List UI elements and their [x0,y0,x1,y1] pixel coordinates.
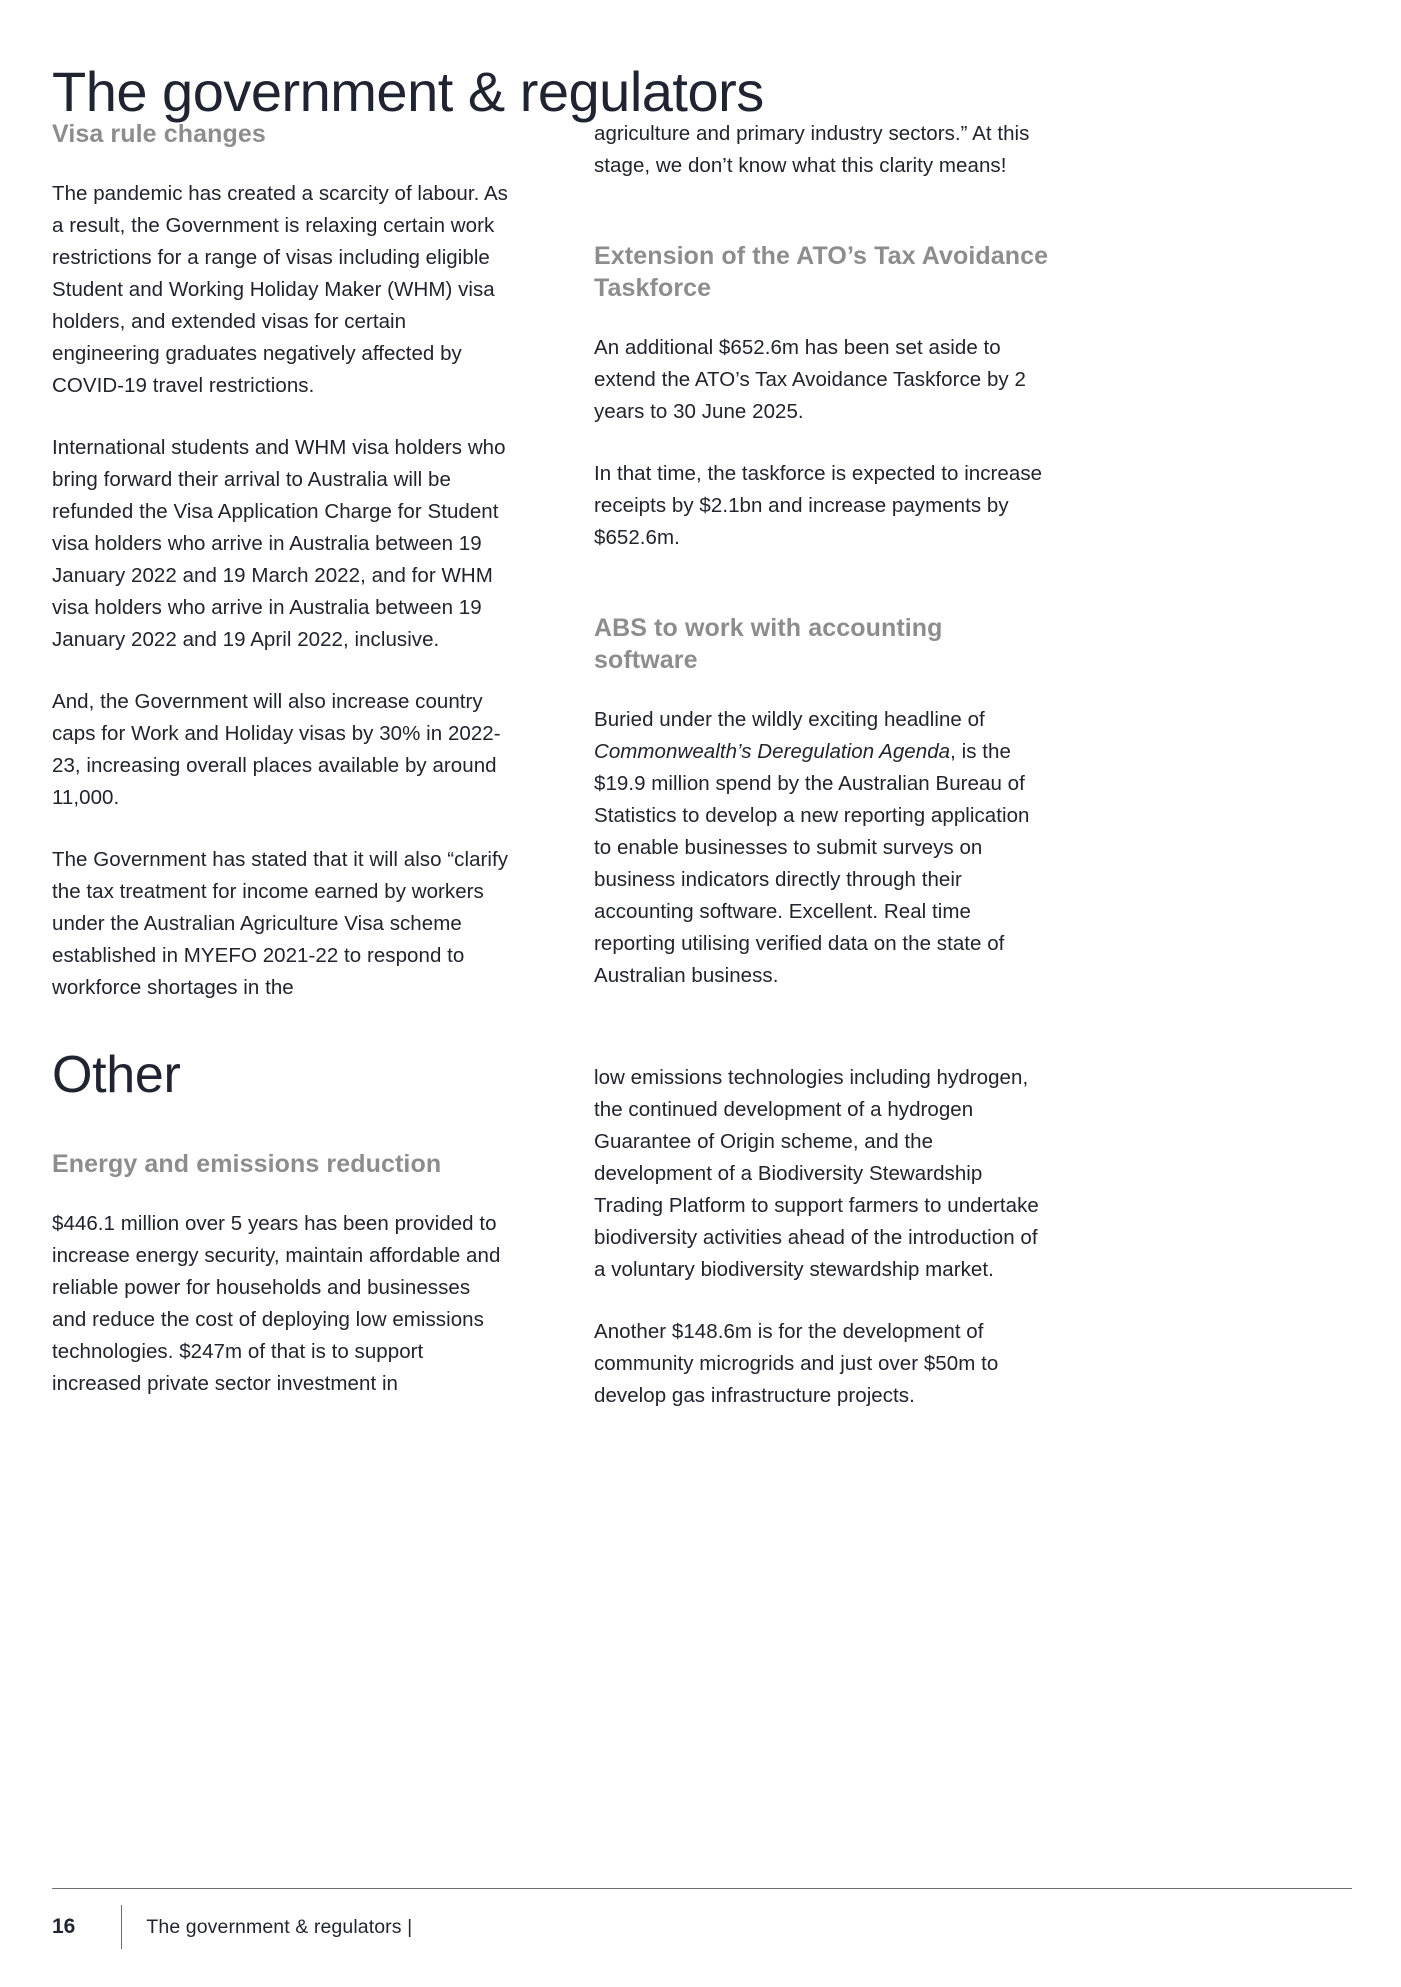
abs-italic-publication-title: Commonwealth’s Deregulation Agenda [594,740,951,763]
heading-energy-emissions-reduction: Energy and emissions reduction [52,1150,442,1179]
paragraph-international-students-refund: International students and WHM visa holders who bring forward their arrival to Australia will be refunded the Visa Application Charge for Student visa holders who arrive in Australia between 19 January 2022 and 19 March 2022, and for WHM visa holders who arrive in Australia between 19 January 2022 and 19 April 2022, inclusive. [52,436,506,651]
page-title: The government & regulators [52,59,764,123]
two-column-layout [52,118,1352,1412]
paragraph-community-microgrids: Another $148.6m is for the development of community microgrids and just over $50m to develop gas infrastructure projects. [594,1320,999,1407]
footer-content-row [52,1905,1352,1949]
abs-text-before-italic: Buried under the wildly exciting headline of [594,708,985,731]
abs-text-after-italic: , is the $19.9 million spend by the Australian Bureau of Statistics to develop a new reporting application to enable businesses to submit surveys on business indicators directly through their accounting software. Excellent. Real time reporting utilising verified data on the state of Australian business. [594,740,1030,987]
column-spacer [594,1022,1052,1062]
paragraph-country-caps: And, the Government will also increase country caps for Work and Holiday visas by 30% in 2022-23, increasing overall places available by around 11,000. [52,690,501,809]
heading-visa-rule-changes: Visa rule changes [52,120,266,148]
footer-vertical-divider [121,1905,122,1949]
paragraph-low-emissions-technologies: low emissions technologies including hydrogen, the continued development of a hydrogen Guarantee of Origin scheme, and the development of a Biodiversity Stewardship Trading Platform to support farmers to undertake biodiversity activities ahead of the introduction of a voluntary biodiversity stewardship market. [594,1066,1039,1281]
page-footer [52,1888,1352,1949]
paragraph-pandemic-labour-scarcity: The pandemic has created a scarcity of labour. As a result, the Government is relaxing certain work restrictions for a range of visas including eligible Student and Working Holiday Maker (WHM) visa holders, and extended visas for certain engineering graduates negatively affected by COVID-19 travel restrictions. [52,182,508,397]
paragraph-agriculture-clarity: agriculture and primary industry sectors.” At this stage, we don’t know what this clarity means! [594,122,1030,177]
paragraph-tax-treatment-clarify: The Government has stated that it will also “clarify the tax treatment for income earned by workers under the Australian Agriculture Visa scheme established in MYEFO 2021-22 to respond to workforce shortages in the [52,848,509,999]
heading-abs-accounting-software: ABS to work with accounting software [594,614,943,674]
heading-other: Other [52,1046,181,1104]
paragraph-ato-additional-funding: An additional $652.6m has been set aside to extend the ATO’s Tax Avoidance Taskforce by 2 years to 30 June 2025. [594,336,1026,423]
left-column [52,118,510,1412]
footer-page-number: 16 [52,1915,76,1938]
footer-section-label: The government & regulators | [146,1915,413,1938]
paragraph-energy-security-funding: $446.1 million over 5 years has been provided to increase energy security, maintain affordable and reliable power for households and businesses and reduce the cost of deploying low emissions technologies. $247m of that is to support increased private sector investment in [52,1212,501,1396]
footer-horizontal-rule [52,1888,1352,1889]
paragraph-taskforce-receipts: In that time, the taskforce is expected to increase receipts by $2.1bn and increase payments by $652.6m. [594,462,1043,549]
heading-ato-tax-avoidance-taskforce: Extension of the ATO’s Tax Avoidance Taskforce [594,242,1049,302]
right-column [594,118,1052,1412]
paragraph-abs-deregulation-agenda [594,704,1052,992]
